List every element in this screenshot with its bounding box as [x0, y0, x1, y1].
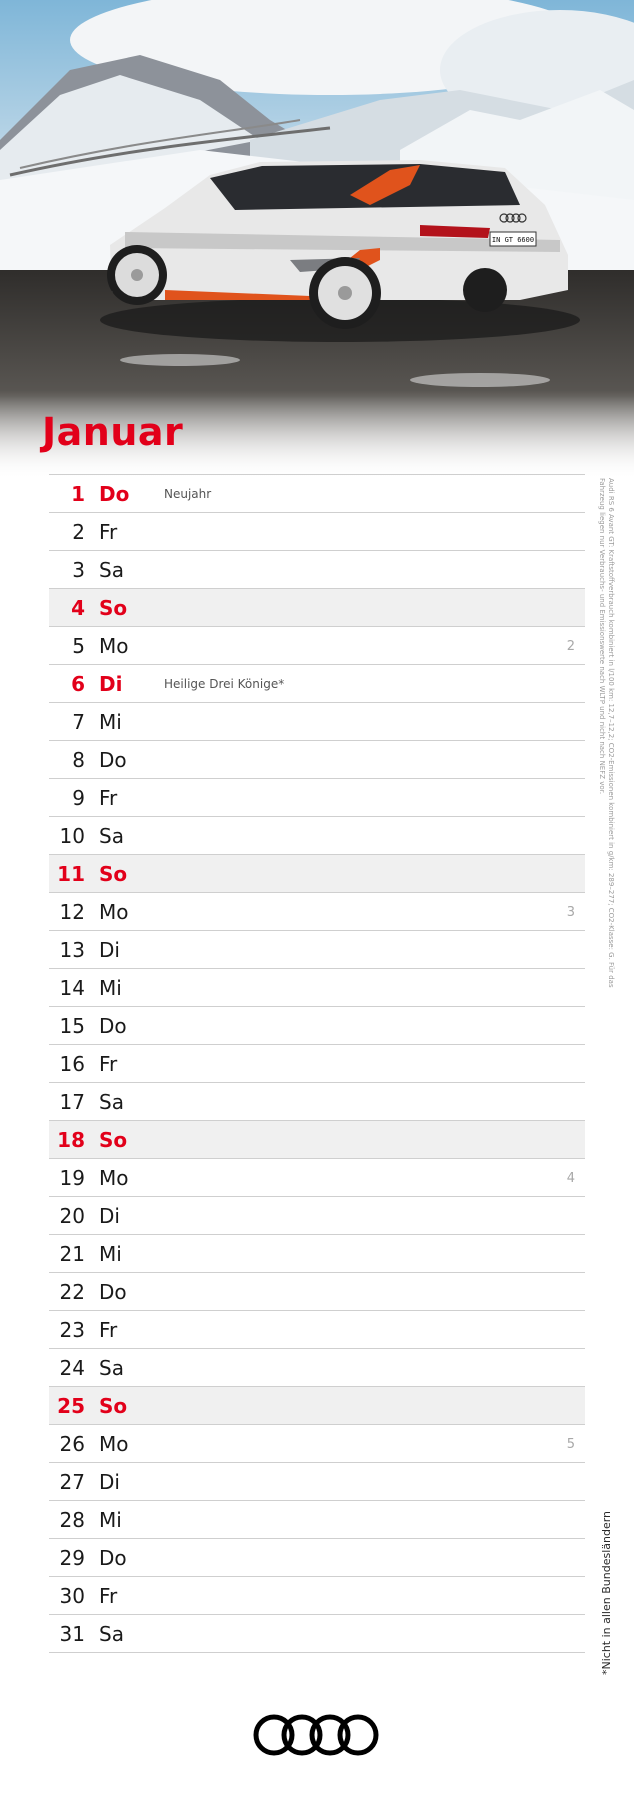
day-weekday: Sa	[99, 557, 124, 582]
license-plate: IN GT 6600	[491, 236, 535, 244]
day-number: 1	[71, 481, 85, 506]
day-number: 4	[71, 595, 85, 620]
car-mountain-illustration	[0, 0, 634, 480]
day-weekday: Fr	[99, 1317, 118, 1342]
day-row	[49, 627, 585, 665]
day-row	[49, 513, 585, 551]
day-row	[49, 1083, 585, 1121]
day-number: 6	[71, 671, 85, 696]
day-number: 17	[59, 1089, 85, 1114]
emission-note	[598, 478, 615, 998]
day-number: 10	[59, 823, 85, 848]
day-weekday: Fr	[99, 1051, 118, 1076]
day-row	[49, 551, 585, 589]
day-number: 18	[57, 1127, 85, 1152]
holiday-footnote-text: *Nicht in allen Bundesländern	[600, 1510, 613, 1675]
day-weekday: Di	[99, 1469, 120, 1494]
day-weekday: Do	[99, 481, 130, 506]
day-number: 7	[72, 709, 85, 734]
emission-note-text: Audi RS 6 Avant GT: Kraftstoffverbrauch kombiniert in l/100 km: 12,7–12,2; CO2-Emissionen kombiniert in g/km: 289–277; CO2-Klasse: G. Für das Fahrzeug liegen nur Verbrauchs- und Emissionswerte nach WLTP und nicht nach NEFZ vor.	[598, 478, 615, 988]
day-weekday: So	[99, 1127, 128, 1152]
day-row	[49, 1273, 585, 1311]
four-rings-icon	[252, 1712, 382, 1758]
day-number: 8	[72, 747, 85, 772]
day-number: 5	[72, 633, 85, 658]
day-weekday: Fr	[99, 519, 118, 544]
holiday-footnote	[600, 1505, 616, 1675]
day-row	[49, 1235, 585, 1273]
day-number: 22	[59, 1279, 85, 1304]
day-weekday: So	[99, 595, 128, 620]
day-number: 3	[72, 557, 85, 582]
day-number: 31	[59, 1621, 85, 1646]
day-number: 26	[59, 1431, 85, 1456]
day-number: 16	[59, 1051, 85, 1076]
day-row	[49, 703, 585, 741]
day-weekday: Fr	[99, 785, 118, 810]
day-weekday: Sa	[99, 823, 124, 848]
day-weekday: So	[99, 1393, 128, 1418]
day-number: 23	[59, 1317, 85, 1342]
day-weekday: Mo	[99, 1165, 129, 1190]
day-weekday: Di	[99, 1203, 120, 1228]
day-number: 21	[59, 1241, 85, 1266]
week-number: 3	[566, 905, 575, 920]
day-list	[49, 474, 585, 1653]
day-weekday: Do	[99, 1545, 127, 1570]
day-number: 24	[59, 1355, 85, 1380]
day-weekday: Mo	[99, 899, 129, 924]
week-number: 4	[566, 1171, 575, 1186]
day-row	[49, 665, 585, 703]
day-weekday: Fr	[99, 1583, 118, 1608]
day-row	[49, 931, 585, 969]
day-number: 12	[59, 899, 85, 924]
audi-rings-logo	[252, 1712, 382, 1762]
holiday-label: Heilige Drei Könige*	[164, 676, 285, 691]
day-weekday: Do	[99, 747, 127, 772]
day-weekday: Mi	[99, 1241, 122, 1266]
day-weekday: Sa	[99, 1621, 124, 1646]
day-number: 15	[59, 1013, 85, 1038]
day-row	[49, 1463, 585, 1501]
day-weekday: Mi	[99, 1507, 122, 1532]
day-row	[49, 817, 585, 855]
day-row	[49, 969, 585, 1007]
day-weekday: Mi	[99, 975, 122, 1000]
day-number: 27	[59, 1469, 85, 1494]
day-number: 14	[59, 975, 85, 1000]
hero-photo	[0, 0, 634, 480]
day-row	[49, 741, 585, 779]
day-row	[49, 1501, 585, 1539]
day-weekday: Do	[99, 1279, 127, 1304]
day-weekday: Mo	[99, 1431, 129, 1456]
day-row	[49, 893, 585, 931]
day-row	[49, 1349, 585, 1387]
day-row	[49, 1425, 585, 1463]
day-number: 13	[59, 937, 85, 962]
week-number: 5	[566, 1437, 575, 1452]
day-row	[49, 1577, 585, 1615]
day-number: 30	[59, 1583, 85, 1608]
day-row	[49, 1197, 585, 1235]
day-number: 20	[59, 1203, 85, 1228]
day-row	[49, 1121, 585, 1159]
day-weekday: Sa	[99, 1355, 124, 1380]
holiday-label: Neujahr	[164, 486, 212, 501]
day-weekday: Mi	[99, 709, 122, 734]
day-number: 9	[72, 785, 85, 810]
day-row	[49, 475, 585, 513]
day-row	[49, 779, 585, 817]
month-title: Januar	[42, 410, 184, 454]
day-row	[49, 1159, 585, 1197]
day-row	[49, 855, 585, 893]
day-weekday: Sa	[99, 1089, 124, 1114]
day-number: 19	[59, 1165, 85, 1190]
week-number: 2	[566, 639, 575, 654]
day-number: 11	[57, 861, 85, 886]
day-row	[49, 1007, 585, 1045]
day-row	[49, 1539, 585, 1577]
day-number: 28	[59, 1507, 85, 1532]
day-number: 29	[59, 1545, 85, 1570]
day-weekday: Mo	[99, 633, 129, 658]
day-number: 25	[57, 1393, 85, 1418]
day-weekday: Di	[99, 671, 123, 696]
day-row	[49, 1311, 585, 1349]
day-weekday: Di	[99, 937, 120, 962]
day-weekday: Do	[99, 1013, 127, 1038]
day-number: 2	[72, 519, 85, 544]
day-row	[49, 1387, 585, 1425]
day-row	[49, 1045, 585, 1083]
day-weekday: So	[99, 861, 128, 886]
day-row	[49, 1615, 585, 1653]
day-row	[49, 589, 585, 627]
